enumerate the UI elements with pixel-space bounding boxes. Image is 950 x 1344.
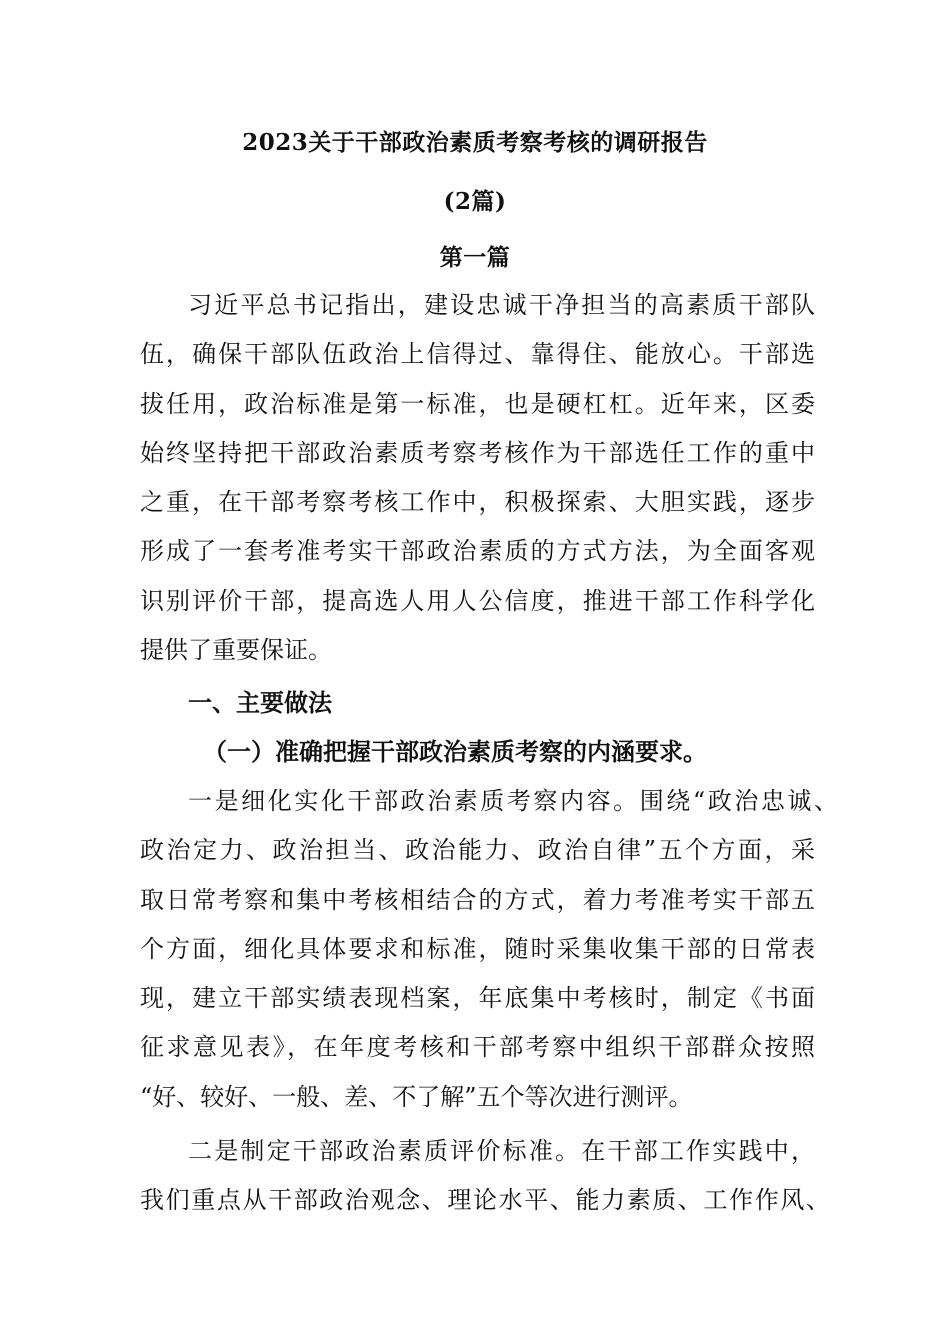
- intro-line: 拔任用，政治标准是第一标准，也是硬杠杠。近年来，区委: [140, 390, 815, 418]
- para2-line: 我们重点从干部政治观念、理论水平、能力素质、工作作风、: [140, 1186, 830, 1214]
- intro-line: 之重，在干部考察考核工作中，积极探索、大胆实践，逐步: [140, 488, 815, 516]
- subsection-heading: （一）准确把握干部政治素质考察的内涵要求。: [203, 737, 707, 766]
- intro-line: 习近平总书记指出，建设忠诚干净担当的高素质干部队: [188, 291, 815, 319]
- para1-line: 个方面，细化具体要求和标准，随时采集收集干部的日常表: [140, 935, 815, 963]
- para1-line: 取日常考察和集中考核相结合的方式，着力考准考实干部五: [140, 886, 815, 914]
- para2-line: 二是制定干部政治素质评价标准。在干部工作实践中，: [188, 1137, 815, 1165]
- intro-line: 识别评价干部，提高选人用人公信度，推进干部工作科学化: [140, 587, 815, 615]
- intro-line: 伍，确保干部队伍政治上信得过、靠得住、能放心。干部选: [140, 340, 815, 368]
- intro-line: 形成了一套考准考实干部政治素质的方式方法，为全面客观: [140, 537, 815, 565]
- document-title: 2023关于干部政治素质考察考核的调研报告: [242, 129, 708, 156]
- para1-line: 一是细化实化干部政治素质考察内容。围绕“政治忠诚、: [188, 787, 838, 815]
- intro-line: 提供了重要保证。: [140, 636, 332, 664]
- document-subtitle: (2篇): [443, 188, 507, 215]
- part-heading: 第一篇: [439, 244, 511, 271]
- intro-line: 始终坚持把干部政治素质考察考核作为干部选任工作的重中: [140, 439, 815, 467]
- para1-line: 现，建立干部实绩表现档案，年底集中考核时，制定《书面: [140, 984, 815, 1012]
- para1-line: 政治定力、政治担当、政治能力、政治自律”五个方面，采: [140, 836, 815, 864]
- section-heading: 一、主要做法: [188, 688, 332, 717]
- para1-line: “好、较好、一般、差、不了解”五个等次进行测评。: [140, 1083, 693, 1111]
- para1-line: 征求意见表》，在年度考核和干部考察中组织干部群众按照: [140, 1033, 815, 1061]
